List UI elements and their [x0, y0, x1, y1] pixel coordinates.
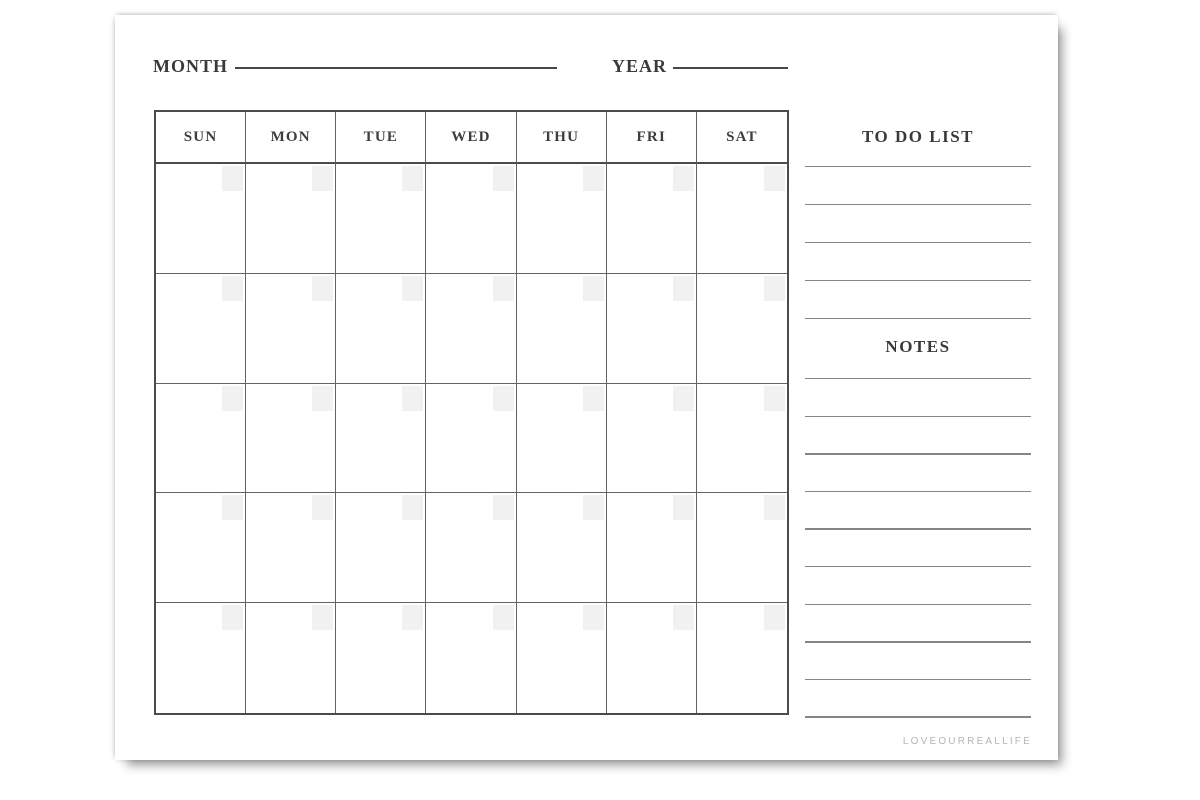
date-corner-box	[222, 386, 243, 411]
date-corner-box	[583, 495, 604, 520]
date-corner-box	[673, 605, 694, 630]
writing-line	[805, 604, 1031, 605]
calendar-day-cell	[607, 603, 697, 713]
calendar-day-cell	[246, 384, 336, 494]
date-corner-box	[673, 495, 694, 520]
writing-line	[805, 528, 1031, 529]
calendar-day-cell	[517, 493, 607, 603]
date-corner-box	[583, 605, 604, 630]
date-corner-box	[402, 276, 423, 301]
writing-line	[805, 716, 1031, 717]
credit-watermark: LOVEOURREALLIFE	[902, 736, 1032, 747]
date-corner-box	[493, 495, 514, 520]
date-corner-box	[402, 386, 423, 411]
month-label: MONTH	[153, 56, 228, 76]
sidebar	[805, 15, 1031, 760]
calendar-day-cell	[607, 384, 697, 494]
writing-line	[805, 242, 1031, 243]
date-corner-box	[402, 166, 423, 191]
day-header-wed: WED	[426, 112, 516, 164]
calendar-day-cell	[426, 384, 516, 494]
date-corner-box	[312, 166, 333, 191]
date-corner-box	[312, 276, 333, 301]
date-corner-box	[583, 386, 604, 411]
date-corner-box	[312, 605, 333, 630]
writing-line	[805, 416, 1031, 417]
calendar-day-cell	[607, 493, 697, 603]
writing-line	[805, 280, 1031, 281]
calendar-day-cell	[246, 164, 336, 274]
date-corner-box	[764, 495, 785, 520]
day-header-thu: THU	[517, 112, 607, 164]
date-corner-box	[222, 495, 243, 520]
date-corner-box	[493, 276, 514, 301]
day-header-sat: SAT	[697, 112, 787, 164]
year-fill-line	[673, 67, 788, 69]
calendar-grid	[154, 110, 789, 715]
writing-line	[805, 679, 1031, 680]
calendar-day-cell	[697, 384, 787, 494]
date-corner-box	[312, 386, 333, 411]
date-corner-box	[764, 605, 785, 630]
calendar-day-cell	[607, 274, 697, 384]
date-corner-box	[493, 605, 514, 630]
calendar-day-cell	[336, 164, 426, 274]
calendar-day-cell	[156, 603, 246, 713]
date-corner-box	[764, 166, 785, 191]
date-corner-box	[764, 386, 785, 411]
calendar-day-cell	[607, 164, 697, 274]
writing-line	[805, 378, 1031, 379]
date-corner-box	[583, 166, 604, 191]
calendar-day-cell	[336, 493, 426, 603]
month-fill-line	[235, 67, 557, 69]
date-corner-box	[673, 276, 694, 301]
date-corner-box	[673, 386, 694, 411]
date-corner-box	[222, 605, 243, 630]
notes-title: NOTES	[885, 337, 951, 356]
todo-list-title: TO DO LIST	[861, 127, 974, 146]
calendar-day-cell	[697, 603, 787, 713]
date-corner-box	[493, 166, 514, 191]
calendar-day-cell	[336, 384, 426, 494]
date-corner-box	[222, 166, 243, 191]
calendar-day-cell	[246, 274, 336, 384]
date-corner-box	[222, 276, 243, 301]
date-corner-box	[673, 166, 694, 191]
calendar-day-cell	[426, 274, 516, 384]
calendar-day-cell	[156, 384, 246, 494]
writing-line	[805, 318, 1031, 319]
day-header-mon: MON	[246, 112, 336, 164]
date-corner-box	[493, 386, 514, 411]
calendar-day-cell	[336, 603, 426, 713]
writing-line	[805, 641, 1031, 642]
calendar-day-cell	[517, 384, 607, 494]
calendar-day-cell	[336, 274, 426, 384]
date-corner-box	[312, 495, 333, 520]
day-header-sun: SUN	[156, 112, 246, 164]
writing-line	[805, 453, 1031, 454]
calendar-day-cell	[156, 164, 246, 274]
writing-line	[805, 166, 1031, 167]
calendar-day-cell	[517, 603, 607, 713]
day-header-tue: TUE	[336, 112, 426, 164]
date-corner-box	[402, 605, 423, 630]
calendar-day-cell	[517, 164, 607, 274]
year-label: YEAR	[612, 56, 668, 76]
writing-line	[805, 491, 1031, 492]
calendar-day-cell	[426, 164, 516, 274]
writing-line	[805, 204, 1031, 205]
calendar-day-cell	[426, 493, 516, 603]
calendar-day-cell	[156, 493, 246, 603]
calendar-day-cell	[246, 603, 336, 713]
calendar-day-cell	[697, 493, 787, 603]
writing-line	[805, 566, 1031, 567]
calendar-page	[115, 15, 1058, 760]
calendar-day-cell	[697, 164, 787, 274]
date-corner-box	[402, 495, 423, 520]
calendar-day-cell	[517, 274, 607, 384]
calendar-day-cell	[156, 274, 246, 384]
day-header-fri: FRI	[607, 112, 697, 164]
date-corner-box	[583, 276, 604, 301]
calendar-day-cell	[246, 493, 336, 603]
calendar-day-cell	[697, 274, 787, 384]
date-corner-box	[764, 276, 785, 301]
calendar-day-cell	[426, 603, 516, 713]
